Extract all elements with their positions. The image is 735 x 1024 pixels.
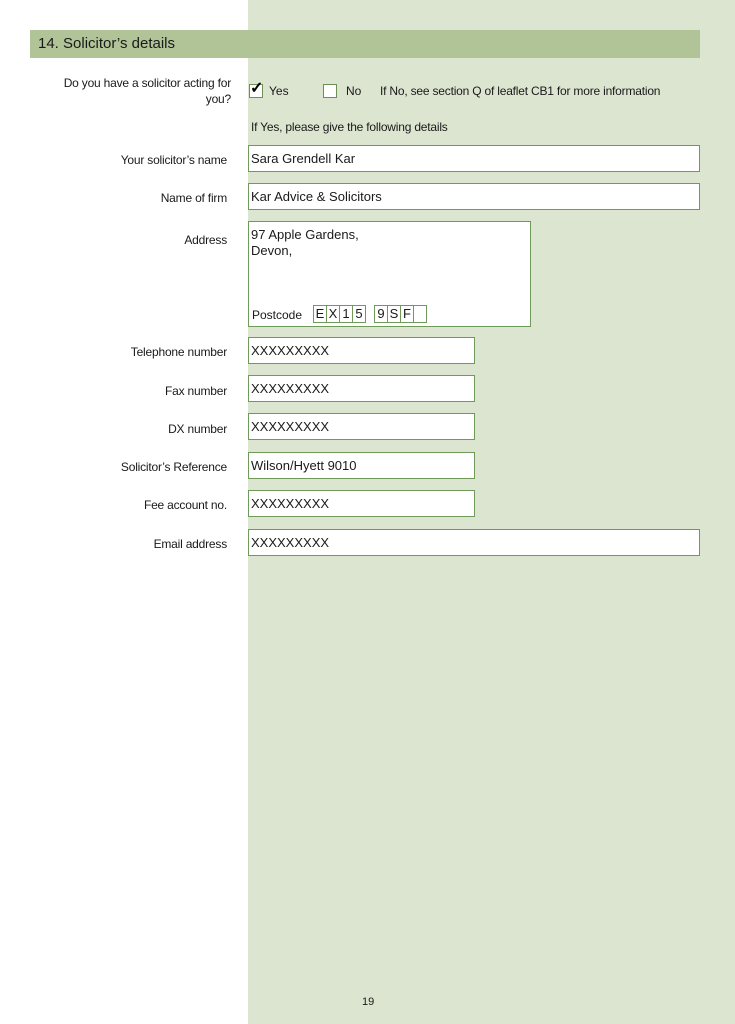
postcode-char: X — [327, 306, 340, 322]
fax-label: Fax number — [164, 384, 227, 398]
yes-label: Yes — [269, 84, 289, 98]
fee-account-label: Fee account no. — [143, 498, 227, 512]
postcode-char — [414, 306, 426, 322]
fax-field[interactable]: XXXXXXXXX — [248, 375, 475, 402]
solicitor-name-label: Your solicitor’s name — [120, 153, 227, 167]
telephone-label: Telephone number — [130, 345, 227, 359]
firm-name-field[interactable]: Kar Advice & Solicitors — [248, 183, 700, 210]
no-checkbox[interactable] — [323, 84, 337, 98]
solicitor-question: Do you have a solicitor acting for you? — [63, 76, 231, 106]
check-icon: ✓ — [250, 80, 264, 97]
address-line-2: Devon, — [251, 243, 293, 258]
no-note: If No, see section Q of leaflet CB1 for more information — [380, 84, 661, 98]
address-field[interactable] — [248, 221, 531, 327]
dx-field[interactable]: XXXXXXXXX — [248, 413, 475, 440]
firm-name-label: Name of firm — [160, 191, 227, 205]
fee-account-field[interactable]: XXXXXXXXX — [248, 490, 475, 517]
postcode-char: 1 — [340, 306, 353, 322]
postcode-field[interactable] — [313, 305, 435, 323]
postcode-char: E — [314, 306, 327, 322]
postcode-char: S — [388, 306, 401, 322]
page-number: 19 — [362, 996, 375, 1008]
postcode-outward — [313, 305, 366, 323]
reference-label: Solicitor’s Reference — [120, 460, 227, 474]
email-field[interactable]: XXXXXXXXX — [248, 529, 700, 556]
telephone-field[interactable]: XXXXXXXXX — [248, 337, 475, 364]
no-label: No — [346, 84, 362, 98]
followup-note: If Yes, please give the following details — [251, 120, 448, 134]
reference-field[interactable]: Wilson/Hyett 9010 — [248, 452, 475, 479]
section-title: 14. Solicitor’s details — [38, 35, 176, 52]
yes-checkbox[interactable] — [249, 80, 264, 98]
postcode-char: 5 — [355, 306, 363, 321]
address-label: Address — [184, 233, 227, 247]
postcode-char: 9 — [375, 306, 388, 322]
postcode-label: Postcode — [252, 308, 303, 322]
postcode-inward — [374, 305, 427, 323]
dx-label: DX number — [168, 422, 227, 436]
section-header — [30, 30, 700, 58]
email-label: Email address — [153, 537, 227, 551]
postcode-char: F — [401, 306, 414, 322]
solicitor-name-field[interactable]: Sara Grendell Kar — [248, 145, 700, 172]
address-line-1: 97 Apple Gardens, — [251, 227, 359, 242]
